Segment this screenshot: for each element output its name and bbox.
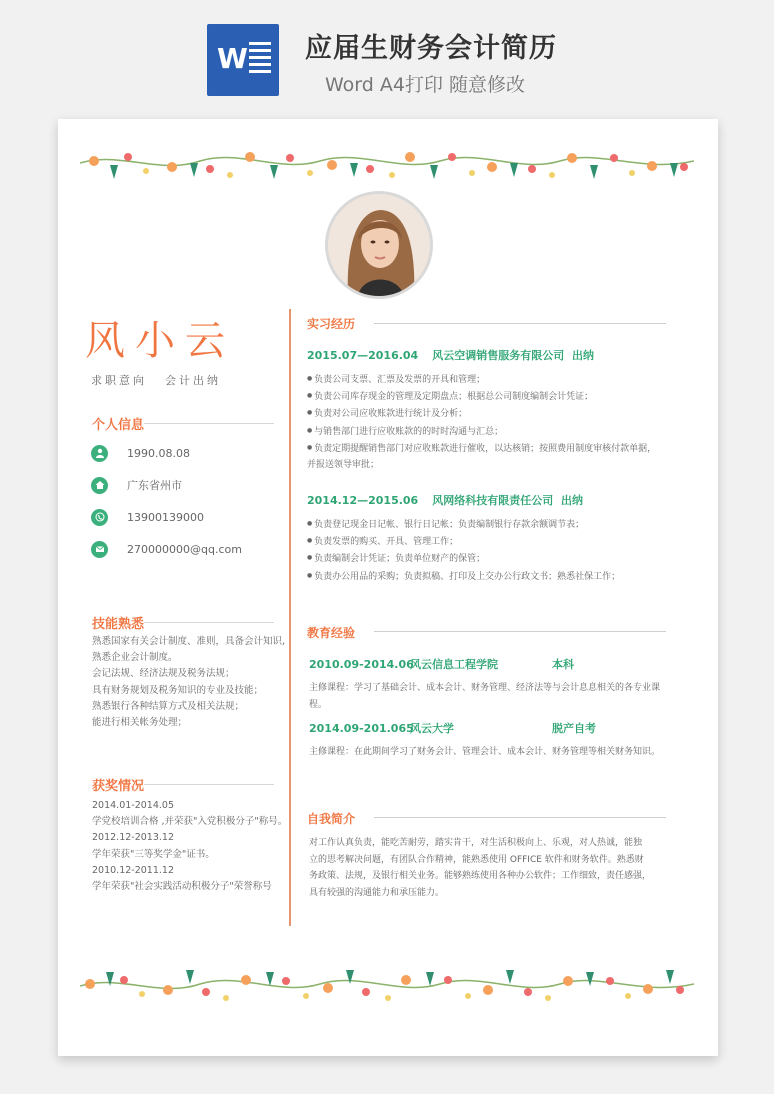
section-divider: [144, 622, 274, 623]
edu-degree: 脱产自考: [552, 722, 596, 735]
intent-value: 会计出纳: [165, 374, 221, 387]
award-line: 学年荣获"社会实践活动积极分子"荣誉称号: [92, 881, 272, 893]
list-item: ● 负责公司支票、汇票及发票的开具和管理；: [307, 371, 677, 388]
skill-line: 具有财务规划及税务知识的专业及技能；: [92, 684, 264, 696]
job-period: 2015.07—2016.04: [307, 349, 419, 362]
mail-icon: [91, 541, 108, 558]
education-title: 教育经验: [307, 626, 356, 640]
edu-desc-1: 主修课程：学习了基础会计、成本会计、财务管理、经济法等与会计息息相关的各专业课程。: [309, 683, 661, 710]
intro-line: 具有较强的沟通能力和承压能力。: [309, 887, 445, 898]
portrait-icon: [328, 194, 430, 296]
column-divider: [289, 309, 291, 926]
list-item: ● 负责发票的购买、开具、管理工作；: [307, 533, 677, 550]
intent-label: 求职意向: [91, 374, 147, 387]
edu-period: 2010.09-2014.06: [309, 658, 414, 671]
awards-text: [92, 798, 292, 895]
section-divider: [374, 817, 666, 818]
info-email: [91, 539, 242, 559]
intro-line: 务政策、法规，及银行相关业务。能够熟练使用各种办公软件；工作细致，责任感强，: [309, 871, 652, 881]
section-divider: [144, 784, 274, 785]
list-item-continuation: 并报送领导审批；: [307, 460, 380, 471]
section-divider: [144, 423, 274, 424]
list-item: ● 负责公司库存现金的管理及定期盘点；根据总公司制度编制会计凭证；: [307, 388, 677, 405]
list-item: ● 负责编制会计凭证；负责单位财产的保管；: [307, 550, 677, 567]
self-intro-title: 自我简介: [307, 812, 356, 826]
list-item: ● 负责对公司应收账款进行统计及分析；: [307, 405, 677, 422]
job-intent: [91, 372, 221, 388]
skill-line: 会记法规、经济法规及税务法规；: [92, 668, 235, 680]
info-address: [91, 475, 182, 495]
self-intro-text: [309, 835, 669, 901]
address-text: 广东省州市: [127, 479, 182, 492]
award-line: 学年荣获"三等奖学金"证书。: [92, 848, 215, 860]
avatar: [325, 191, 433, 299]
section-divider: [374, 323, 666, 324]
email-text: 270000000@qq.com: [127, 542, 242, 556]
job-company: 风网络科技有限责任公司: [432, 494, 554, 507]
list-item: ● 负责定期提醒销售部门对应收账款进行催收，以达核销；按照费用制度审核付款单据，: [307, 440, 677, 457]
user-icon: [91, 445, 108, 462]
floral-border-top-icon: [80, 149, 694, 189]
edu-school: 风云大学: [410, 722, 454, 735]
edu-period: 2014.09-201.065: [309, 722, 414, 735]
skill-line: 熟悉国家有关会计制度、准则，具备会计知识,: [92, 636, 286, 647]
info-phone: [91, 507, 204, 527]
edu-heading-2: [309, 720, 596, 736]
list-item: ● 负责办公用品的采购；负责拟稿、打印及上交办公行政文书；熟悉社保工作；: [307, 568, 677, 585]
header-subtitle: Word A4打印 随意修改: [325, 74, 526, 96]
skills-title: 技能熟悉: [92, 617, 145, 632]
skill-line: 能进行相关帐务处理；: [92, 717, 188, 729]
word-icon: [207, 24, 279, 96]
intro-line: 对工作认真负责，能吃苦耐劳，踏实肯干，对生活积极向上、乐观，对人热诚，能独: [309, 838, 643, 848]
job-bullets-2: [307, 516, 677, 585]
info-birthday: [91, 443, 190, 463]
intro-line: 立的思考解决问题，有团队合作精神，能熟悉使用 OFFICE 软件和财务软件。熟悉财: [309, 854, 644, 865]
page-header: [0, 0, 774, 118]
award-line: 学党校培训合格 ,并荣获"入党积极分子"称号。: [92, 816, 288, 828]
word-letter: W: [217, 42, 248, 75]
phone-icon: [91, 509, 108, 526]
skill-line: 熟悉银行各种结算方式及相关法规；: [92, 700, 245, 712]
header-title: 应届生财务会计简历: [305, 33, 557, 64]
job-company: 风云空调销售服务有限公司: [432, 349, 565, 362]
job-role: 出纳: [572, 349, 595, 362]
job-heading-2: [307, 492, 583, 508]
floral-border-bottom-icon: [80, 964, 694, 1004]
job-role: 出纳: [561, 494, 584, 507]
edu-desc-2: 主修课程：在此期间学习了财务会计、管理会计、成本会计、财务管理等相关财务知识。: [309, 747, 661, 757]
home-icon: [91, 477, 108, 494]
list-item: ● 负责登记现金日记帐、银行日记帐；负责编制银行存款余额调节表；: [307, 516, 677, 533]
award-line: 2014.01-2014.05: [92, 800, 174, 811]
job-heading-1: [307, 347, 594, 363]
list-item: ● 与销售部门进行应收账款的的时时沟通与汇总；: [307, 423, 677, 440]
awards-title: 获奖情况: [92, 779, 145, 794]
section-divider: [374, 631, 666, 632]
edu-heading-1: [309, 656, 574, 672]
skills-text: [92, 634, 292, 731]
edu-degree: 本科: [552, 658, 574, 671]
edu-school: 风云信息工程学院: [410, 658, 498, 671]
award-line: 2010.12-2011.12: [92, 864, 174, 876]
candidate-name: 风小云: [85, 318, 235, 364]
award-line: 2012.12-2013.12: [92, 832, 174, 844]
internship-title: 实习经历: [307, 317, 356, 331]
resume-paper: [58, 119, 718, 1056]
skill-line: 熟悉企业会计制度。: [92, 652, 178, 664]
personal-info-title: 个人信息: [92, 418, 145, 433]
job-period: 2014.12—2015.06: [307, 494, 419, 507]
birthday-text: 1990.08.08: [127, 446, 190, 460]
job-bullets-1: [307, 371, 677, 473]
phone-text: 13900139000: [127, 510, 204, 524]
